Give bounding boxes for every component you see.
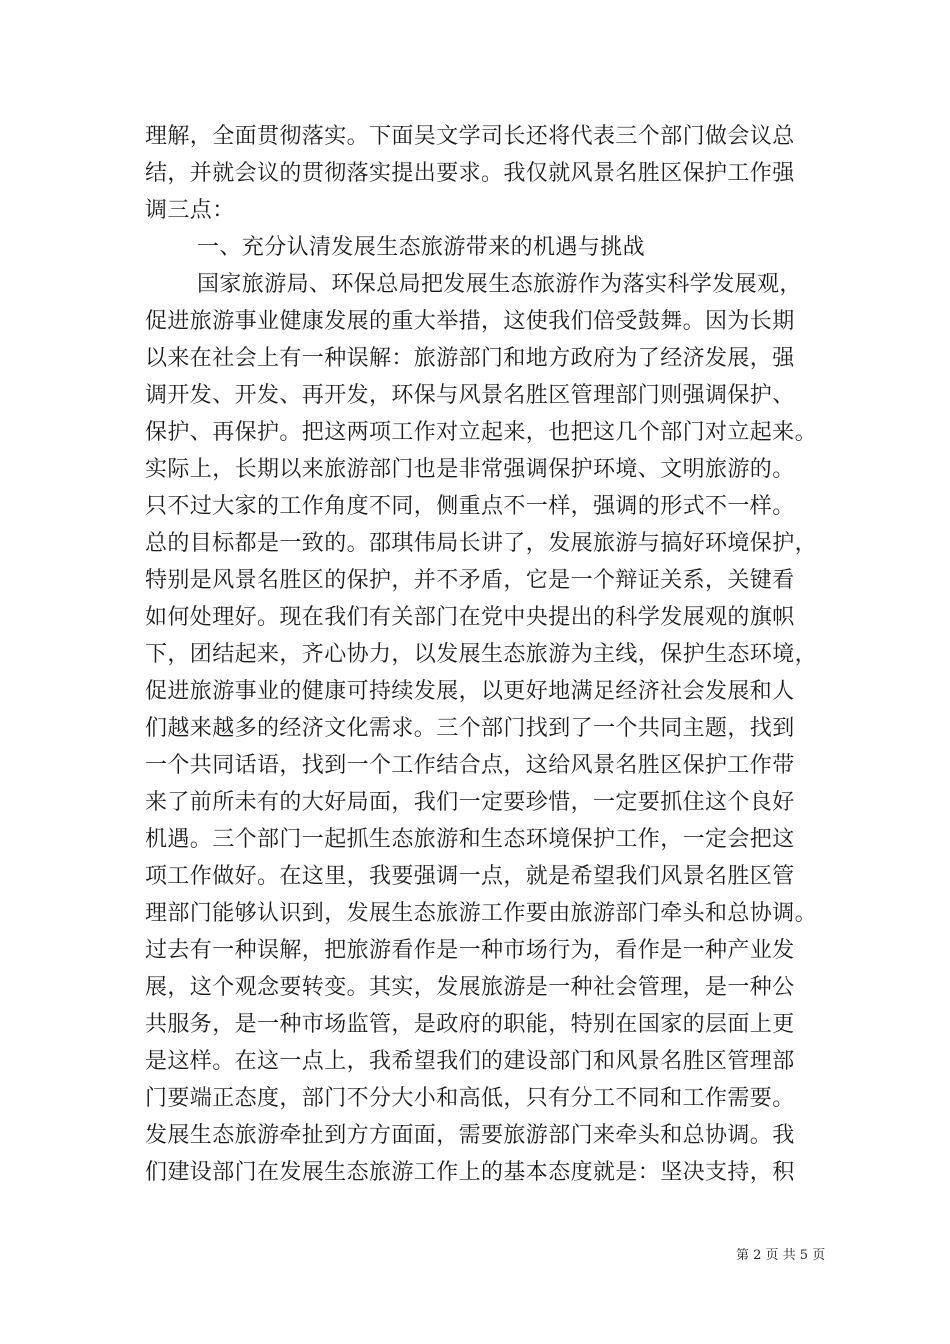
text-line: 们越来越多的经济文化需求。三个部门找到了一个共同主题，找到 [145, 716, 795, 741]
text-line: 结，并就会议的贯彻落实提出要求。我仅就风景名胜区保护工作强 [145, 161, 795, 186]
text-line: 项工作做好。在这里，我要强调一点，就是希望我们风景名胜区管 [145, 864, 795, 889]
text-line: 们建设部门在发展生态旅游工作上的基本态度就是：坚决支持，积 [145, 1160, 795, 1185]
text-line: 特别是风景名胜区的保护，并不矛盾，它是一个辩证关系，关键看 [145, 568, 795, 593]
text-line: 如何处理好。现在我们有关部门在党中央提出的科学发展观的旗帜 [145, 605, 795, 630]
text-line: 调三点： [145, 198, 235, 223]
text-line: 过去有一种误解，把旅游看作是一种市场行为，看作是一种产业发 [145, 938, 795, 963]
text-line: 发展生态旅游牵扯到方方面面，需要旅游部门来牵头和总协调。我 [145, 1123, 795, 1148]
section-heading: 一、充分认清发展生态旅游带来的机遇与挑战 [197, 235, 646, 260]
text-line: 机遇。三个部门一起抓生态旅游和生态环境保护工作，一定会把这 [145, 827, 795, 852]
text-line: 展，这个观念要转变。其实，发展旅游是一种社会管理，是一种公 [145, 975, 795, 1000]
text-line: 理部门能够认识到，发展生态旅游工作要由旅游部门牵头和总协调。 [145, 901, 818, 926]
text-line: 共服务，是一种市场监管，是政府的职能，特别在国家的层面上更 [145, 1012, 795, 1037]
page-number-footer: 第 2 页 共 5 页 [736, 1248, 826, 1263]
text-line: 理解，全面贯彻落实。下面吴文学司长还将代表三个部门做会议总 [145, 124, 795, 149]
text-line: 来了前所未有的大好局面，我们一定要珍惜，一定要抓住这个良好 [145, 790, 795, 815]
text-line: 总的目标都是一致的。邵琪伟局长讲了，发展旅游与搞好环境保护， [145, 531, 818, 556]
text-line: 只不过大家的工作角度不同，侧重点不一样，强调的形式不一样。 [145, 494, 795, 519]
text-line: 国家旅游局、环保总局把发展生态旅游作为落实科学发展观， [197, 272, 802, 297]
text-line: 调开发、开发、再开发，环保与风景名胜区管理部门则强调保护、 [145, 383, 795, 408]
text-line: 促进旅游事业的健康可持续发展，以更好地满足经济社会发展和人 [145, 679, 795, 704]
text-line: 门要端正态度，部门不分大小和高低，只有分工不同和工作需要。 [145, 1086, 795, 1111]
text-line: 保护、再保护。把这两项工作对立起来，也把这几个部门对立起来。 [145, 420, 818, 445]
text-line: 促进旅游事业健康发展的重大举措，这使我们倍受鼓舞。因为长期 [145, 309, 795, 334]
text-line: 是这样。在这一点上，我希望我们的建设部门和风景名胜区管理部 [145, 1049, 795, 1074]
text-line: 一个共同话语，找到一个工作结合点，这给风景名胜区保护工作带 [145, 753, 795, 778]
text-line: 下，团结起来，齐心协力，以发展生态旅游为主线，保护生态环境， [145, 642, 818, 667]
text-line: 以来在社会上有一种误解：旅游部门和地方政府为了经济发展，强 [145, 346, 795, 371]
text-line: 实际上，长期以来旅游部门也是非常强调保护环境、文明旅游的。 [145, 457, 795, 482]
